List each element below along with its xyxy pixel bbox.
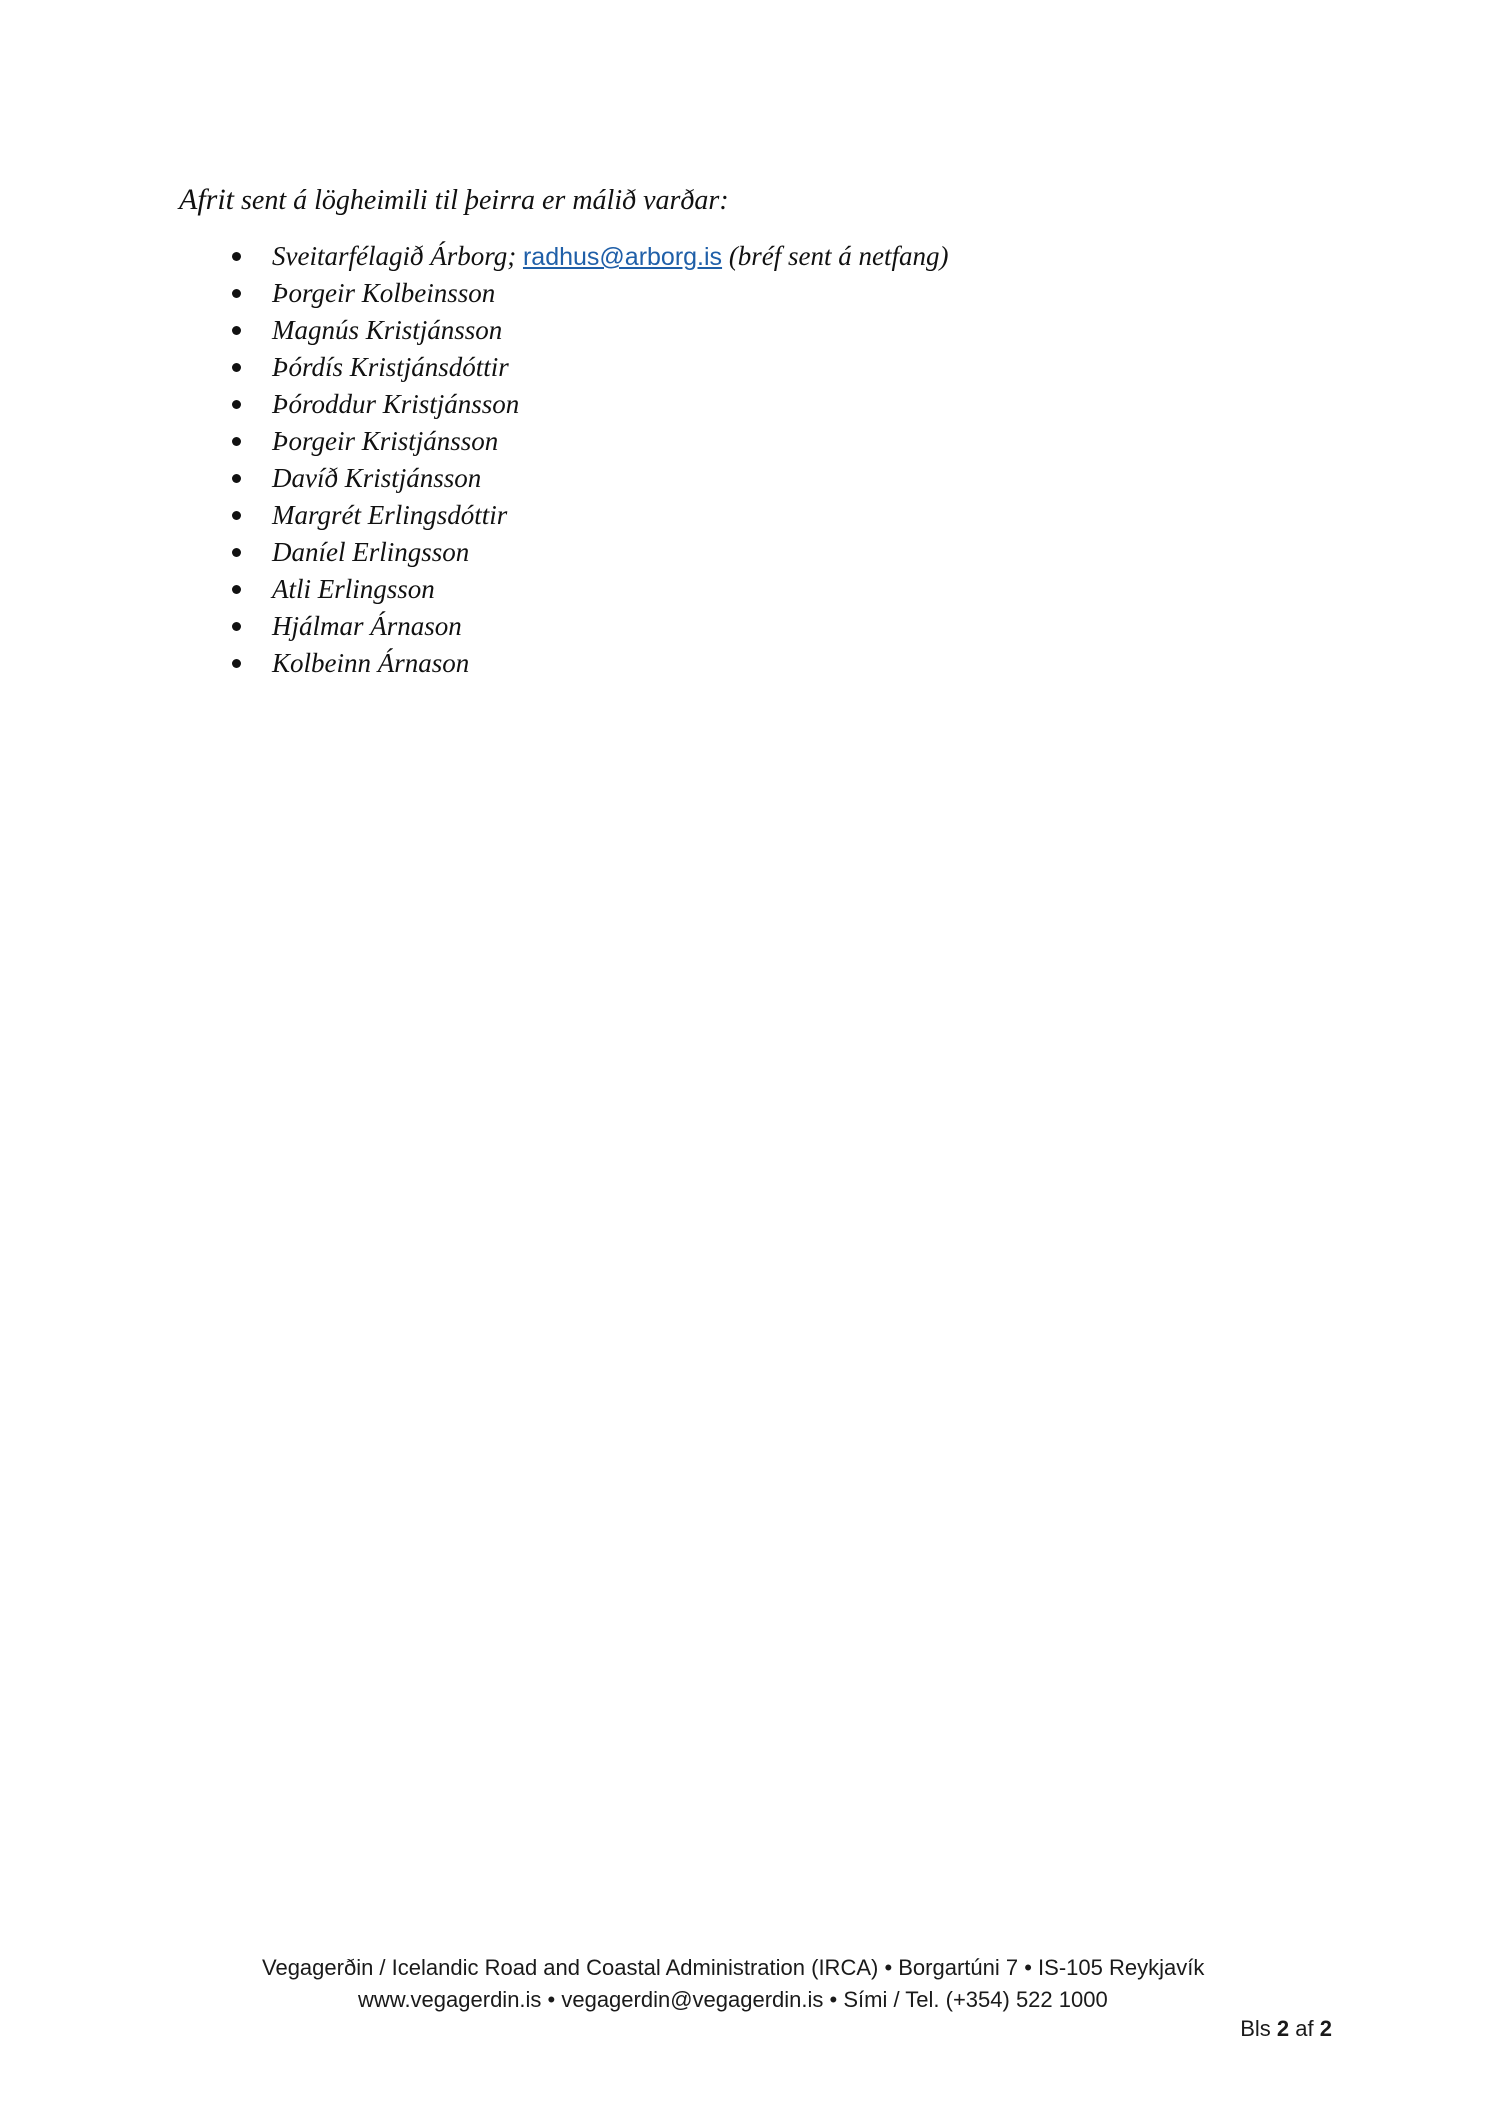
list-item xyxy=(232,534,949,571)
bullet-icon xyxy=(232,400,241,409)
list-item xyxy=(232,238,949,275)
recipient-name: Þórdís Kristjánsdóttir xyxy=(272,352,509,382)
email-link[interactable]: radhus@arborg.is xyxy=(522,243,723,271)
recipient-name: Magnús Kristjánsson xyxy=(272,315,503,345)
list-item xyxy=(232,386,949,423)
page-number-separator: af xyxy=(1289,2016,1320,2041)
list-item xyxy=(232,423,949,460)
recipient-name: Þorgeir Kolbeinsson xyxy=(272,278,496,308)
recipient-note: (bréf sent á netfang) xyxy=(722,241,949,271)
page-number xyxy=(1240,2016,1332,2042)
recipient-list xyxy=(232,238,949,682)
recipient-name: Kolbeinn Árnason xyxy=(272,648,470,678)
heading-rest: sent á lögheimili til þeirra er málið varðar: xyxy=(234,185,729,216)
bullet-icon xyxy=(232,548,241,557)
list-item xyxy=(232,571,949,608)
page-number-current: 2 xyxy=(1276,2016,1290,2041)
bullet-icon xyxy=(232,326,241,335)
recipient-name: Davíð Kristjánsson xyxy=(272,463,482,493)
footer-contact-line: www.vegagerdin.is • vegagerdin@vegagerdin.is • Sími / Tel. (+354) 522 1000 xyxy=(358,1987,1108,2012)
heading-lead-word: Afrit xyxy=(179,183,235,216)
page-number-total: 2 xyxy=(1319,2016,1332,2041)
bullet-icon xyxy=(232,511,241,520)
bullet-icon xyxy=(232,585,241,594)
list-item xyxy=(232,312,949,349)
bullet-icon xyxy=(232,363,241,372)
recipient-name: Þorgeir Kristjánsson xyxy=(272,426,499,456)
footer-address-line: Vegagerðin / Icelandic Road and Coastal Administration (IRCA) • Borgartúni 7 • IS-105 Reykjavík xyxy=(262,1955,1205,1980)
list-item xyxy=(232,608,949,645)
bullet-icon xyxy=(232,252,241,261)
bullet-icon xyxy=(232,622,241,631)
recipient-name: Margrét Erlingsdóttir xyxy=(272,500,508,530)
page-number-prefix: Bls xyxy=(1240,2016,1277,2041)
recipient-name: Hjálmar Árnason xyxy=(272,611,462,641)
copy-recipients-heading xyxy=(179,182,729,219)
bullet-icon xyxy=(232,437,241,446)
list-item xyxy=(232,497,949,534)
list-item xyxy=(232,645,949,682)
bullet-icon xyxy=(232,474,241,483)
bullet-icon xyxy=(232,659,241,668)
recipient-name: Sveitarfélagið Árborg; xyxy=(272,241,523,271)
list-item xyxy=(232,460,949,497)
list-item xyxy=(232,349,949,386)
recipient-name: Atli Erlingsson xyxy=(272,574,435,604)
list-item xyxy=(232,275,949,312)
recipient-name: Þóroddur Kristjánsson xyxy=(272,389,520,419)
bullet-icon xyxy=(232,289,241,298)
recipient-name: Daníel Erlingsson xyxy=(272,537,470,567)
